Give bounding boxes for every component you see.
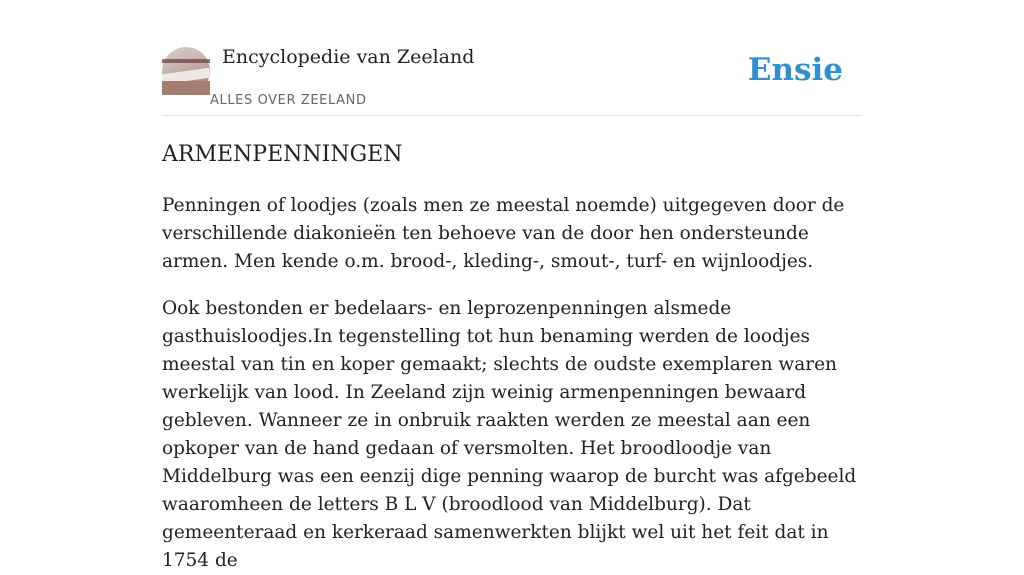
article-title: ARMENPENNINGEN bbox=[162, 142, 403, 167]
avatar-image-detail bbox=[162, 81, 210, 95]
article-paragraph: Penningen of loodjes (zoals men ze meestal noemde) uitgegeven door de verschillende diakonieën ten behoeve van de door hen ondersteunde armen. Men kende o.m. brood-, kleding-, smout-, turf- en wijnloodjes. bbox=[162, 195, 845, 272]
ensie-logo-link[interactable]: Ensie bbox=[747, 52, 843, 88]
site-title-link[interactable]: Encyclopedie van Zeeland bbox=[222, 46, 475, 68]
site-header bbox=[162, 0, 862, 116]
site-tagline: ALLES OVER ZEELAND bbox=[210, 93, 367, 108]
article-paragraph: Ook bestonden er bedelaars- en leprozenpenningen alsmede gasthuisloodjes.In tegenstelling tot hun benaming werden de loodjes meestal van tin en koper gemaakt; slechts de oudste exemplaren waren werkelijk van lood. In Zeeland zijn weinig armenpenningen bewaard gebleven. Wanneer ze in onbruik raakten werden ze meestal aan een opkoper van de hand gedaan of versmolten. Het broodloodje van Middelburg was een eenzij dige penning waarop de burcht was afgebeeld waaromheen de letters B L V (broodlood van Middelburg). Dat gemeenteraad en kerkeraad samenwerkten blijkt wel uit het feit dat in 1754 de bbox=[162, 298, 857, 571]
site-avatar[interactable] bbox=[162, 47, 210, 95]
content-column bbox=[162, 0, 862, 575]
avatar-image-detail bbox=[162, 59, 210, 63]
